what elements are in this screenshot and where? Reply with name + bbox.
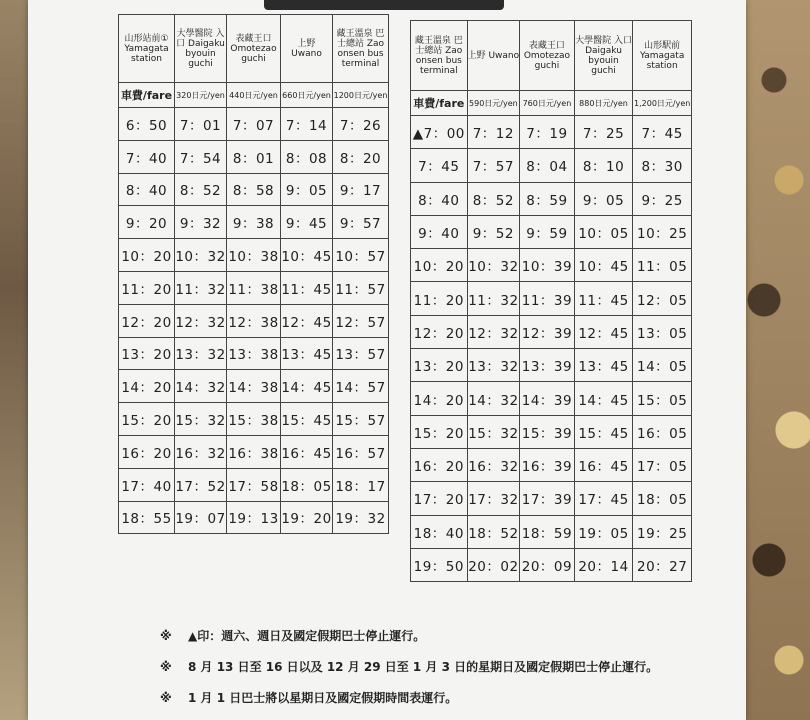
time-cell: 7：01 [175, 108, 227, 141]
time-cell: 13：38 [227, 337, 281, 370]
time-cell: 18：52 [467, 515, 520, 548]
time-cell: 15：20 [411, 415, 468, 448]
time-cell: 9：38 [227, 206, 281, 239]
time-cell: 8：01 [227, 140, 281, 173]
time-cell: 8：59 [520, 182, 575, 215]
time-cell: 9：40 [411, 215, 468, 248]
table-row [411, 448, 692, 481]
header-stop: 山形站前① Yamagata station [119, 15, 175, 83]
time-cell: 14：32 [175, 370, 227, 403]
time-cell: 7：07 [227, 108, 281, 141]
time-cell: 9：20 [119, 206, 175, 239]
time-cell: 11：45 [281, 271, 333, 304]
time-cell: 17：20 [411, 482, 468, 515]
time-cell: 10：45 [574, 249, 633, 282]
time-cell: 15：45 [574, 415, 633, 448]
time-cell: 13：57 [333, 337, 389, 370]
time-cell: 17：05 [633, 448, 692, 481]
time-cell: 7：45 [633, 116, 692, 149]
time-cell: 8：52 [467, 182, 520, 215]
time-cell: 19：07 [175, 501, 227, 534]
header-stop: 藏王溫泉 巴士總站 Zao onsen bus terminal [411, 21, 468, 91]
fare-label: 車費/fare [411, 91, 468, 116]
time-cell: 13：32 [175, 337, 227, 370]
time-cell: 11：20 [411, 282, 468, 315]
time-cell: 8：20 [333, 140, 389, 173]
background-carpet-right [744, 0, 810, 720]
background-carpet-left [0, 0, 30, 720]
time-cell: 18：05 [633, 482, 692, 515]
time-cell: 15：38 [227, 403, 281, 436]
time-cell: 17：58 [227, 468, 281, 501]
table-row [119, 239, 389, 272]
time-cell: 11：32 [175, 271, 227, 304]
time-cell: 14：20 [411, 382, 468, 415]
fare-label: 車費/fare [119, 83, 175, 108]
time-cell: 14：38 [227, 370, 281, 403]
time-cell: 8：10 [574, 149, 633, 182]
table-row [411, 182, 692, 215]
time-cell: 19：13 [227, 501, 281, 534]
time-cell: 8：08 [281, 140, 333, 173]
time-cell: 7：57 [467, 149, 520, 182]
notes-section [160, 620, 720, 713]
time-cell: 9：05 [281, 173, 333, 206]
time-cell: 8：40 [119, 173, 175, 206]
time-cell: 18：17 [333, 468, 389, 501]
time-cell: 8：40 [411, 182, 468, 215]
table-row [411, 249, 692, 282]
time-cell: 13：20 [411, 349, 468, 382]
time-cell: 13：45 [281, 337, 333, 370]
time-cell: 17：40 [119, 468, 175, 501]
table-row [119, 304, 389, 337]
fare-cell: 440日元/yen [227, 83, 281, 108]
time-cell: 9：52 [467, 215, 520, 248]
time-cell: 12：39 [520, 315, 575, 348]
time-cell: 11：57 [333, 271, 389, 304]
note-text: 8 月 13 日至 16 日以及 12 月 29 日至 1 月 3 日的星期日及國定假期巴士停止運行。 [188, 660, 659, 674]
table-row [411, 415, 692, 448]
time-cell: 13：05 [633, 315, 692, 348]
time-cell: 12：38 [227, 304, 281, 337]
time-cell: 9：59 [520, 215, 575, 248]
fare-cell: 880日元/yen [574, 91, 633, 116]
time-cell: 10：20 [411, 249, 468, 282]
table-row [119, 206, 389, 239]
time-cell: 9：25 [633, 182, 692, 215]
time-cell: 11：20 [119, 271, 175, 304]
note-mark: ※ [160, 690, 172, 705]
fare-cell: 1200日元/yen [333, 83, 389, 108]
table-row [411, 482, 692, 515]
time-cell: 7：25 [574, 116, 633, 149]
time-cell: 10：57 [333, 239, 389, 272]
time-cell: 19：32 [333, 501, 389, 534]
timetable-body [119, 108, 389, 534]
time-cell: 12：57 [333, 304, 389, 337]
time-cell: 13：45 [574, 349, 633, 382]
table-row [119, 435, 389, 468]
time-cell: 19：50 [411, 548, 468, 581]
time-cell: 16：20 [119, 435, 175, 468]
time-cell: 10：38 [227, 239, 281, 272]
table-row [119, 468, 389, 501]
time-cell: 16：05 [633, 415, 692, 448]
time-cell: 10：32 [175, 239, 227, 272]
time-cell: 13：39 [520, 349, 575, 382]
table-row [119, 173, 389, 206]
note-mark: ※ [160, 628, 172, 643]
time-cell: 19：25 [633, 515, 692, 548]
time-cell: 13：20 [119, 337, 175, 370]
time-cell: 10：39 [520, 249, 575, 282]
header-stop: 上野 Uwano [467, 21, 520, 91]
time-cell: 9：45 [281, 206, 333, 239]
time-cell: 20：27 [633, 548, 692, 581]
table-row [119, 108, 389, 141]
timetable-body [411, 116, 692, 582]
fare-cell: 320日元/yen [175, 83, 227, 108]
table-row [119, 403, 389, 436]
time-cell: 10：05 [574, 215, 633, 248]
time-cell: 12：20 [411, 315, 468, 348]
fare-cell: 590日元/yen [467, 91, 520, 116]
time-cell: 19：05 [574, 515, 633, 548]
time-cell: 9：57 [333, 206, 389, 239]
header-stop: 上野 Uwano [281, 15, 333, 83]
time-cell: 16：45 [574, 448, 633, 481]
time-cell: 15：57 [333, 403, 389, 436]
note-item [160, 682, 720, 713]
time-cell: 7：14 [281, 108, 333, 141]
time-cell: 18：59 [520, 515, 575, 548]
table-row [411, 349, 692, 382]
time-cell: 11：45 [574, 282, 633, 315]
time-cell: 7：45 [411, 149, 468, 182]
time-cell: 14：05 [633, 349, 692, 382]
time-cell: 11：38 [227, 271, 281, 304]
time-cell: 14：20 [119, 370, 175, 403]
time-cell: 11：39 [520, 282, 575, 315]
time-cell: 12：32 [175, 304, 227, 337]
fare-cell: 660日元/yen [281, 83, 333, 108]
time-cell: 20：02 [467, 548, 520, 581]
table-row [411, 548, 692, 581]
time-cell: 17：32 [467, 482, 520, 515]
fare-cell: 760日元/yen [520, 91, 575, 116]
time-cell: 12：20 [119, 304, 175, 337]
time-cell: 14：45 [574, 382, 633, 415]
header-stop: 山形駅前 Yamagata station [633, 21, 692, 91]
time-cell: ▲7：00 [411, 116, 468, 149]
time-cell: 9：17 [333, 173, 389, 206]
time-cell: 8：58 [227, 173, 281, 206]
table-row [411, 515, 692, 548]
table-row [119, 271, 389, 304]
time-cell: 10：25 [633, 215, 692, 248]
time-cell: 12：32 [467, 315, 520, 348]
time-cell: 19：20 [281, 501, 333, 534]
time-cell: 12：45 [574, 315, 633, 348]
table-row [411, 282, 692, 315]
time-cell: 17：39 [520, 482, 575, 515]
time-cell: 8：04 [520, 149, 575, 182]
time-cell: 7：54 [175, 140, 227, 173]
time-cell: 18：40 [411, 515, 468, 548]
fare-cell: 1,200日元/yen [633, 91, 692, 116]
time-cell: 14：57 [333, 370, 389, 403]
time-cell: 15：32 [467, 415, 520, 448]
time-cell: 8：30 [633, 149, 692, 182]
time-cell: 7：12 [467, 116, 520, 149]
time-cell: 16：32 [467, 448, 520, 481]
time-cell: 18：05 [281, 468, 333, 501]
time-cell: 16：32 [175, 435, 227, 468]
time-cell: 10：20 [119, 239, 175, 272]
time-cell: 15：20 [119, 403, 175, 436]
table-row [119, 370, 389, 403]
time-cell: 9：32 [175, 206, 227, 239]
time-cell: 17：52 [175, 468, 227, 501]
time-cell: 15：45 [281, 403, 333, 436]
header-stop: 表藏王口 Omotezao guchi [227, 15, 281, 83]
time-cell: 8：52 [175, 173, 227, 206]
table-row [411, 215, 692, 248]
time-cell: 16：20 [411, 448, 468, 481]
time-cell: 20：14 [574, 548, 633, 581]
table-row [119, 337, 389, 370]
time-cell: 17：45 [574, 482, 633, 515]
time-cell: 14：39 [520, 382, 575, 415]
time-cell: 6：50 [119, 108, 175, 141]
time-cell: 7：40 [119, 140, 175, 173]
time-cell: 18：55 [119, 501, 175, 534]
header-stop: 大學醫院 入口 Daigaku byouin guchi [175, 15, 227, 83]
time-cell: 15：32 [175, 403, 227, 436]
table-row [411, 315, 692, 348]
time-cell: 14：32 [467, 382, 520, 415]
note-mark: ※ [160, 659, 172, 674]
header-stop: 藏王溫泉 巴士總站 Zao onsen bus terminal [333, 15, 389, 83]
time-cell: 15：39 [520, 415, 575, 448]
table-row [411, 116, 692, 149]
timetable-inbound [410, 20, 692, 582]
note-item [160, 651, 720, 682]
time-cell: 10：32 [467, 249, 520, 282]
time-cell: 9：05 [574, 182, 633, 215]
time-cell: 10：45 [281, 239, 333, 272]
note-text: ▲印：週六、週日及國定假期巴士停止運行。 [188, 629, 426, 643]
table-row [119, 140, 389, 173]
header-stop: 大學醫院 入口 Daigaku byouin guchi [574, 21, 633, 91]
time-cell: 16：38 [227, 435, 281, 468]
time-cell: 11：32 [467, 282, 520, 315]
time-cell: 11：05 [633, 249, 692, 282]
header-stop: 表藏王口 Omotezao guchi [520, 21, 575, 91]
time-cell: 15：05 [633, 382, 692, 415]
time-cell: 14：45 [281, 370, 333, 403]
time-cell: 12：45 [281, 304, 333, 337]
time-cell: 16：39 [520, 448, 575, 481]
time-cell: 7：26 [333, 108, 389, 141]
note-text: 1 月 1 日巴士將以星期日及國定假期時間表運行。 [188, 691, 458, 705]
table-row [411, 149, 692, 182]
time-cell: 12：05 [633, 282, 692, 315]
time-cell: 16：45 [281, 435, 333, 468]
time-cell: 16：57 [333, 435, 389, 468]
table-row [411, 382, 692, 415]
time-cell: 7：19 [520, 116, 575, 149]
time-cell: 13：32 [467, 349, 520, 382]
title-banner [264, 0, 504, 10]
timetable-outbound [118, 14, 389, 534]
time-cell: 20：09 [520, 548, 575, 581]
table-row [119, 501, 389, 534]
note-item [160, 620, 720, 651]
